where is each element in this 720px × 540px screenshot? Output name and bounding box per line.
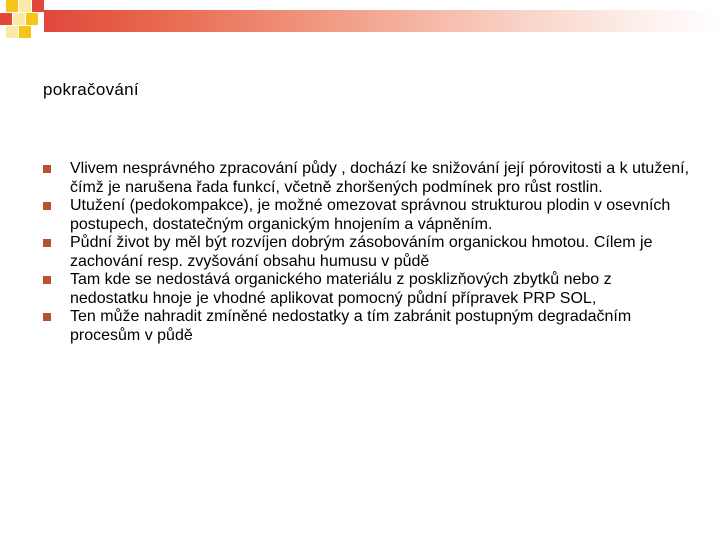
- decor-square: [6, 26, 18, 38]
- square-bullet-icon: [43, 276, 51, 284]
- header-decoration: [0, 0, 720, 45]
- bullet-text: Ten může nahradit zmíněné nedostatky a tím zabránit postupným degradačním procesům v půdě: [70, 308, 632, 344]
- bullet-list: [43, 160, 693, 345]
- slide-title: pokračování: [43, 80, 139, 99]
- bullet-item: [43, 271, 693, 308]
- square-bullet-icon: [43, 313, 51, 321]
- square-bullet-icon: [43, 202, 51, 210]
- header-gradient-bar: [44, 10, 720, 32]
- bullet-text: Vlivem nesprávného zpracování půdy , dochází ke snižování její pórovitosti a k utužení, čímž je narušena řada funkcí, včetně zhoršených podmínek pro růst rostlin.: [70, 160, 690, 196]
- bullet-text: Utužení (pedokompakce), je možné omezovat správnou strukturou plodin v osevních postupech, dostatečným organickým hnojením a vápněním.: [70, 197, 671, 233]
- decor-square: [19, 26, 31, 38]
- decor-square: [26, 13, 38, 25]
- decor-square: [6, 0, 18, 12]
- bullet-item: [43, 197, 693, 234]
- decor-square: [19, 0, 31, 12]
- bullet-text: Půdní život by měl být rozvíjen dobrým zásobováním organickou hmotou. Cílem je zachování resp. zvyšování obsahu humusu v půdě: [70, 234, 653, 270]
- square-bullet-icon: [43, 239, 51, 247]
- bullet-item: [43, 234, 693, 271]
- bullet-text: Tam kde se nedostává organického materiálu z posklizňových zbytků nebo z nedostatku hnoje je vhodné aplikovat pomocný půdní přípravek PRP SOL,: [70, 271, 612, 307]
- decor-square: [13, 13, 25, 25]
- decor-square: [0, 13, 12, 25]
- bullet-item: [43, 308, 693, 345]
- decor-square: [32, 0, 44, 12]
- bullet-item: [43, 160, 693, 197]
- square-bullet-icon: [43, 165, 51, 173]
